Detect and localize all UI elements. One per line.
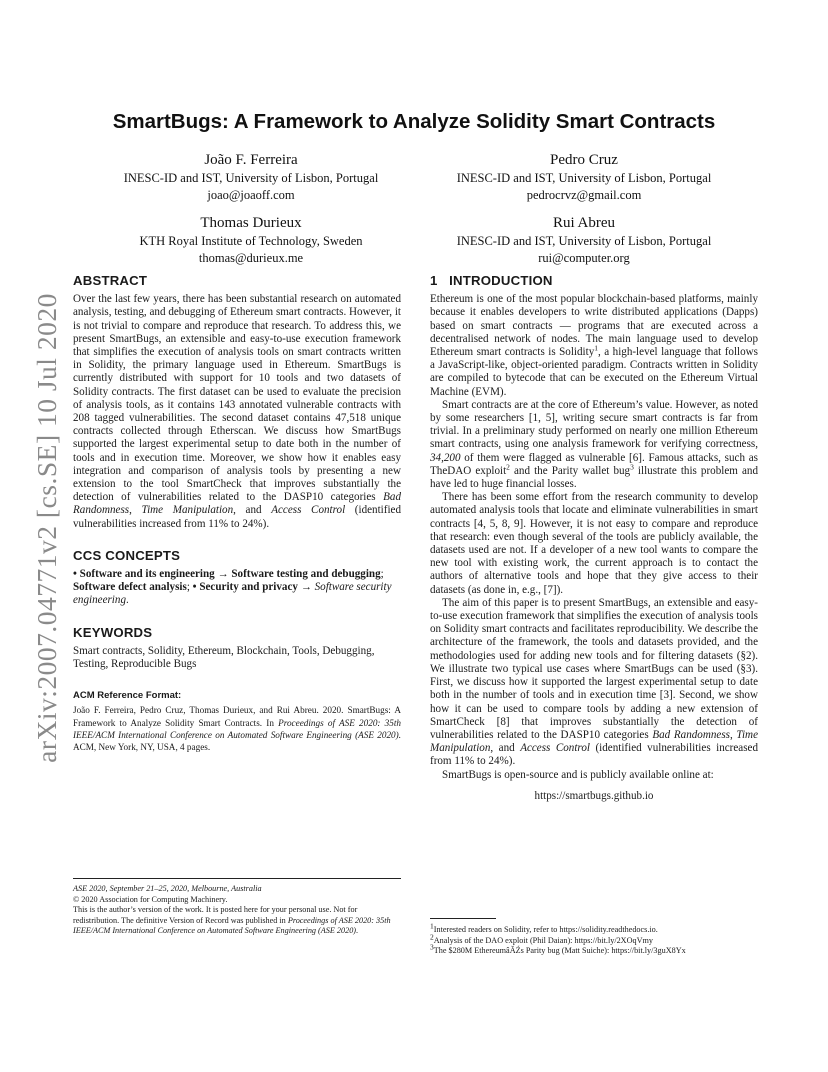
author-block — [73, 151, 429, 204]
paper-title: SmartBugs: A Framework to Analyze Solidity Smart Contracts — [112, 110, 716, 133]
copyright-line: © 2020 Association for Computing Machinery. — [73, 894, 228, 904]
footnote: 1Interested readers on Solidity, refer to https://solidity.readthedocs.io. — [430, 921, 658, 934]
author-email[interactable]: thomas@durieux.me — [198, 251, 304, 265]
right-column — [430, 274, 758, 803]
author-affiliation: INESC-ID and IST, University of Lisbon, Portugal — [456, 234, 712, 248]
intro-paragraph: SmartBugs is open-source and is publicly available online at: — [442, 768, 714, 781]
acm-reference-heading: ACM Reference Format: — [73, 690, 182, 702]
abstract-text: Over the last few years, there has been substantial research on automated analysis, testing, and debugging of Ethereum smart contracts. However, it is not trivial to compare and reproduce that research. To address this, we present SmartBugs, an extensible and easy-to-use execution framework that simplifies the execution of analysis tools on smart contracts written in Solidity, the primary language used in Ethereum. SmartBugs is currently distributed with support for 10 tools and two datasets of Solidity contracts. The first dataset can be used to evaluate the precision of analysis tools, as it contains 143 annotated vulnerable contracts with 208 tagged vulnerabilities. The second dataset contains 47,518 unique contracts collected through Etherscan. We discuss how SmartBugs supported the largest experimental setup to date both in the number of tools and in execution time. Moreover, we show how it enables easy integration and comparison of analysis tools by presenting a new extension to the tool SmartCheck that improves substantially the detection of vulnerabilities related to the DASP10 categories Bad Randomness, Time Manipulation, and Access Control (identified vulnerabilities increased from 11% to 24%). — [73, 293, 402, 530]
introduction-heading: 1 INTRODUCTION — [430, 273, 553, 288]
keywords-text: Smart contracts, Solidity, Ethereum, Blockchain, Tools, Debugging, Testing, Reproducible Bugs — [73, 644, 375, 671]
author-affiliation: INESC-ID and IST, University of Lisbon, Portugal — [123, 171, 379, 185]
intro-paragraph: Ethereum is one of the most popular blockchain-based platforms, mainly because it enables developers to write distributed applications (Dapps) based on smart contracts — programs that are executed across a decentralised network of nodes. The main language used to develop Ethereum smart contracts is Solidity$^1$, a high-level language that follows a JavaScript-like, object-oriented paradigm. Contracts written in Solidity are compiled to bytecode that can be executed on the Ethereum Virtual Machine (EVM). — [430, 293, 758, 398]
ccs-concepts-text: • Software and its engineering → Software testing and debugging; Software defect analysis; • Security and privacy → Software security engineering. — [73, 568, 392, 607]
author-block — [406, 214, 762, 267]
author-email[interactable]: joao@joaoff.com — [207, 188, 295, 202]
ccs-concepts-heading: CCS CONCEPTS — [73, 547, 181, 563]
arxiv-identifier-stamp: arXiv:2007.04771v2 [cs.SE] 10 Jul 2020 — [31, 293, 62, 763]
footnote: 3The $280M EthereumâĂŹs Parity bug (Matt Suiche): https://bit.ly/3guX8Yx — [430, 942, 686, 955]
left-column — [73, 274, 401, 753]
author-affiliation: INESC-ID and IST, University of Lisbon, Portugal — [456, 171, 712, 185]
intro-paragraph: The aim of this paper is to present SmartBugs, an extensible and easy-to-use execution framework that simplifies the execution of analysis tools on Solidity smart contracts and facilitates reproducibility. We describe the architecture of the framework, the tools and datasets provided, and the methodologies used for adding new tools and for filtering datasets (§2). We illustrate two typical use cases where SmartBugs can be used (§3). First, we discuss how it supported the largest experimental setup to date both in the number of tools and in execution time [3]. Second, we show how it can be used to compare tools by adding a new extension of SmartCheck [8] that improves substantially the detection of vulnerabilities related to the DASP10 categories Bad Randomness, Time Manipulation, and Access Control (identified vulnerabilities increased from 11% to 24%). — [430, 596, 759, 768]
project-url-link[interactable]: https://smartbugs.github.io — [534, 789, 654, 802]
acm-reference-text: João F. Ferreira, Pedro Cruz, Thomas Durieux, and Rui Abreu. 2020. SmartBugs: A Framework to Analyze Solidity Smart Contracts. In Proceedings of ASE 2020: 35th IEEE/ACM International Conference on Automated Software Engineering (ASE 2020). ACM, New York, NY, USA, 4 pages. — [73, 705, 401, 753]
copyright-footer — [73, 878, 401, 937]
author-name: Rui Abreu — [552, 215, 616, 231]
version-notice: This is the author’s version of the work. It is posted here for your personal use. Not for redistribution. The definitive Version of Record was published in Proceedings of ASE 2020: 35th IEEE/ACM International Conference on Automated Software Engineering (ASE 2020). — [73, 905, 391, 935]
intro-paragraph: Smart contracts are at the core of Ethereum’s value. However, as noted by some researchers [1, 5], writing secure smart contracts is far from trivial. In a preliminary study performed on nearly one million Ethereum smart contracts, using one analysis framework for verifying correctness, 34,200 of them were flagged as vulnerable [6]. Famous attacks, such as TheDAO exploit$^2$ and the Parity wallet bug$^3$ illustrate this problem and have led to huge financial losses. — [430, 398, 758, 491]
footnote: 2Analysis of the DAO exploit (Phil Daian): https://bit.ly/2XOqVmy — [430, 931, 653, 945]
intro-paragraph: There has been some effort from the research community to develop automated analysis tools that locate and eliminate vulnerabilities in smart contracts [4, 5, 8, 9]. However, it is not easy to compare and reproduce that research: even though several of the tools are publicly available, the datasets used are not. If a developer of a new tool wants to compare the new tool with existing work, the current approach is to contact the authors of alternative tools and hope that they give access to their datasets (as done in, e.g., [7]). — [430, 491, 758, 596]
keywords-heading: KEYWORDS — [73, 624, 153, 640]
abstract-heading: ABSTRACT — [73, 273, 148, 288]
author-name: Pedro Cruz — [550, 152, 618, 168]
author-name: João F. Ferreira — [204, 152, 298, 168]
footnotes — [430, 918, 758, 957]
author-block — [73, 214, 429, 267]
author-affiliation: KTH Royal Institute of Technology, Sweden — [139, 234, 363, 248]
author-email[interactable]: pedrocrvz@gmail.com — [526, 188, 642, 202]
author-name: Thomas Durieux — [200, 215, 302, 231]
author-email[interactable]: rui@computer.org — [538, 251, 630, 265]
author-block — [406, 151, 762, 204]
footnote-divider — [430, 918, 496, 919]
conference-line: ASE 2020, September 21–25, 2020, Melbourne, Australia — [73, 884, 262, 893]
